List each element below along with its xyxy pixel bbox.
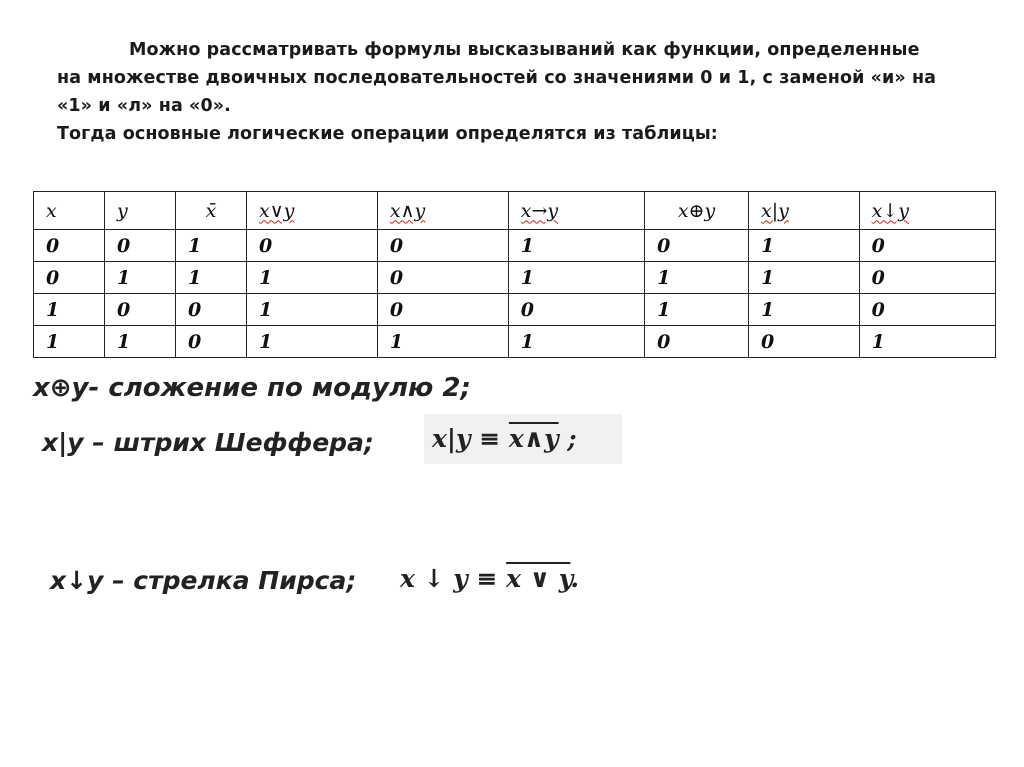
table-row — [34, 326, 996, 358]
table-cell: 1 — [377, 326, 508, 358]
sheffer-definition: x|y – штрих Шеффера; — [42, 428, 374, 457]
table-cell: 1 — [105, 326, 176, 358]
table-cell: 1 — [748, 262, 859, 294]
intro-line: «1» и «л» на «0». — [57, 96, 231, 116]
truth-table — [33, 191, 996, 358]
sheffer-formula — [424, 414, 622, 464]
table-cell: 0 — [34, 262, 105, 294]
column-header-or: x∨y — [247, 192, 378, 230]
table-cell: 1 — [748, 294, 859, 326]
table-cell: 1 — [508, 230, 644, 262]
table-cell: 1 — [34, 326, 105, 358]
table-cell: 0 — [859, 230, 995, 262]
table-cell: 1 — [748, 230, 859, 262]
column-header-x: x — [34, 192, 105, 230]
column-header-sheffer: x|y — [748, 192, 859, 230]
table-cell: 0 — [377, 230, 508, 262]
table-cell: 0 — [645, 326, 749, 358]
formula-negated-term: x∧y — [508, 424, 559, 453]
intro-line: Можно рассматривать формулы высказываний как функции, определенные — [129, 40, 920, 60]
peirce-definition: x↓y – стрелка Пирса; — [50, 566, 357, 595]
table-cell: 0 — [247, 230, 378, 262]
column-header-not-x: x̄ — [176, 192, 247, 230]
table-cell: 0 — [859, 262, 995, 294]
formula-negated-term: x ∨ y — [506, 564, 571, 593]
table-cell: 0 — [508, 294, 644, 326]
table-header-row — [34, 192, 996, 230]
column-header-implication: x→y — [508, 192, 644, 230]
column-header-xor: x⊕y — [645, 192, 749, 230]
table-cell: 1 — [645, 294, 749, 326]
peirce-formula — [400, 554, 630, 604]
table-cell: 1 — [508, 262, 644, 294]
table-cell: 0 — [176, 294, 247, 326]
table-cell: 1 — [105, 262, 176, 294]
formula-right: . — [570, 564, 580, 593]
intro-line: Тогда основные логические операции определятся из таблицы: — [57, 124, 718, 144]
column-header-and: x∧y — [377, 192, 508, 230]
table-row — [34, 262, 996, 294]
table-row — [34, 294, 996, 326]
xor-definition: x⊕y- сложение по модулю 2; — [33, 373, 471, 403]
table-cell: 1 — [176, 230, 247, 262]
formula-right: ; — [558, 424, 577, 453]
table-cell: 0 — [377, 262, 508, 294]
intro-paragraph — [57, 36, 1017, 148]
table-cell: 0 — [377, 294, 508, 326]
column-header-peirce: x↓y — [859, 192, 995, 230]
formula-left: x ↓ y ≡ — [400, 564, 507, 593]
intro-line: на множестве двоичных последовательностей со значениями 0 и 1, с заменой «и» на — [57, 68, 937, 88]
table-cell: 1 — [34, 294, 105, 326]
table-cell: 1 — [247, 262, 378, 294]
table-cell: 1 — [645, 262, 749, 294]
table-cell: 1 — [508, 326, 644, 358]
table-cell: 0 — [645, 230, 749, 262]
table-cell: 0 — [859, 294, 995, 326]
table-cell: 0 — [105, 230, 176, 262]
table-cell: 1 — [247, 294, 378, 326]
table-cell: 0 — [34, 230, 105, 262]
formula-left: x|y ≡ — [432, 424, 509, 453]
table-cell: 1 — [176, 262, 247, 294]
table-cell: 0 — [748, 326, 859, 358]
table-cell: 1 — [247, 326, 378, 358]
table-row — [34, 230, 996, 262]
table-cell: 0 — [176, 326, 247, 358]
column-header-y: y — [105, 192, 176, 230]
table-cell: 1 — [859, 326, 995, 358]
table-cell: 0 — [105, 294, 176, 326]
